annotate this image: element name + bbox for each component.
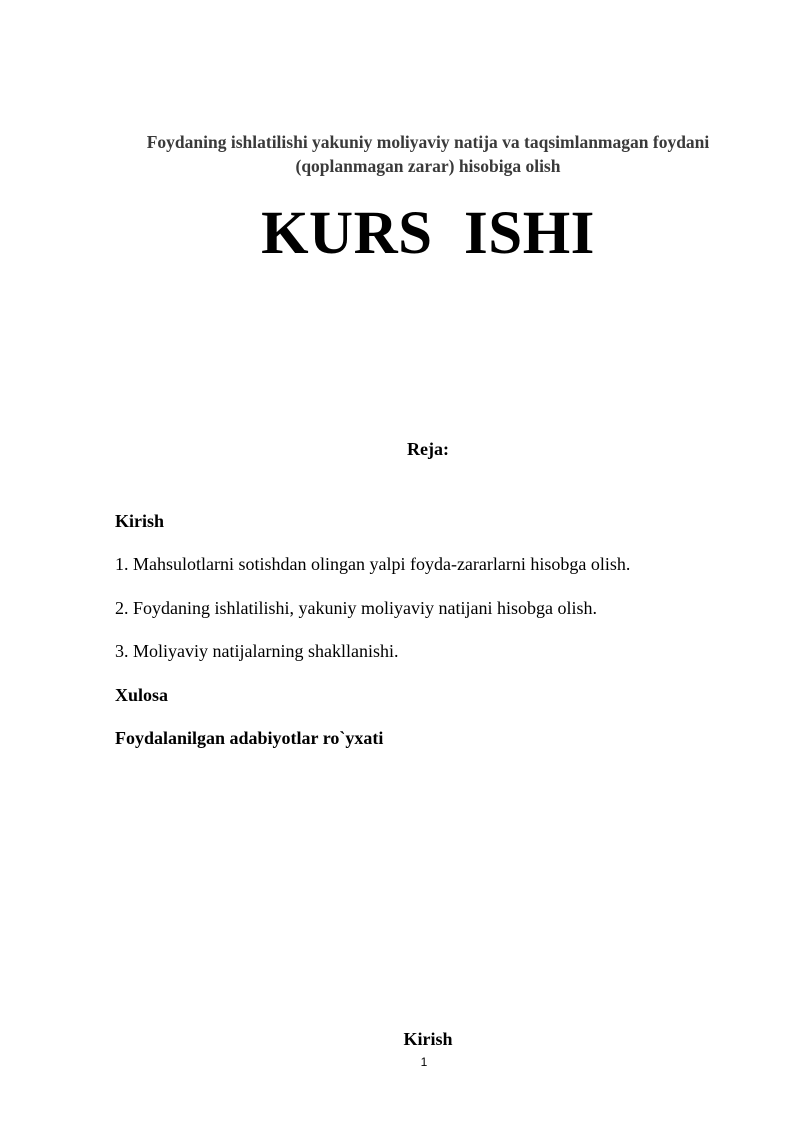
toc-item-2: 2. Foydaning ishlatilishi, yakuniy moliyaviy natijani hisobga olish. (115, 597, 597, 618)
table-of-contents (115, 509, 755, 769)
section-heading-introduction: Kirish (403, 1029, 453, 1049)
toc-item-conclusion: Xulosa (115, 684, 169, 705)
plan-heading: Reja: (407, 439, 449, 459)
document-title: KURS ISHI (261, 200, 595, 267)
page-number: 1 (420, 1055, 428, 1069)
toc-item-references: Foydalanilgan adabiyotlar ro`yxati (115, 727, 384, 748)
toc-item-introduction: Kirish (115, 511, 165, 531)
toc-item-3: 3. Moliyaviy natijalarning shakllanishi. (115, 641, 399, 662)
toc-item-1: 1. Mahsulotlarni sotishdan olingan yalpi foyda-zararlarni hisobga olish. (115, 554, 631, 575)
document-subtitle: Foydaning ishlatilishi yakuniy moliyaviy natija va taqsimlanmagan foydani (qoplanmagan zarar) hisobiga olish (146, 132, 710, 176)
